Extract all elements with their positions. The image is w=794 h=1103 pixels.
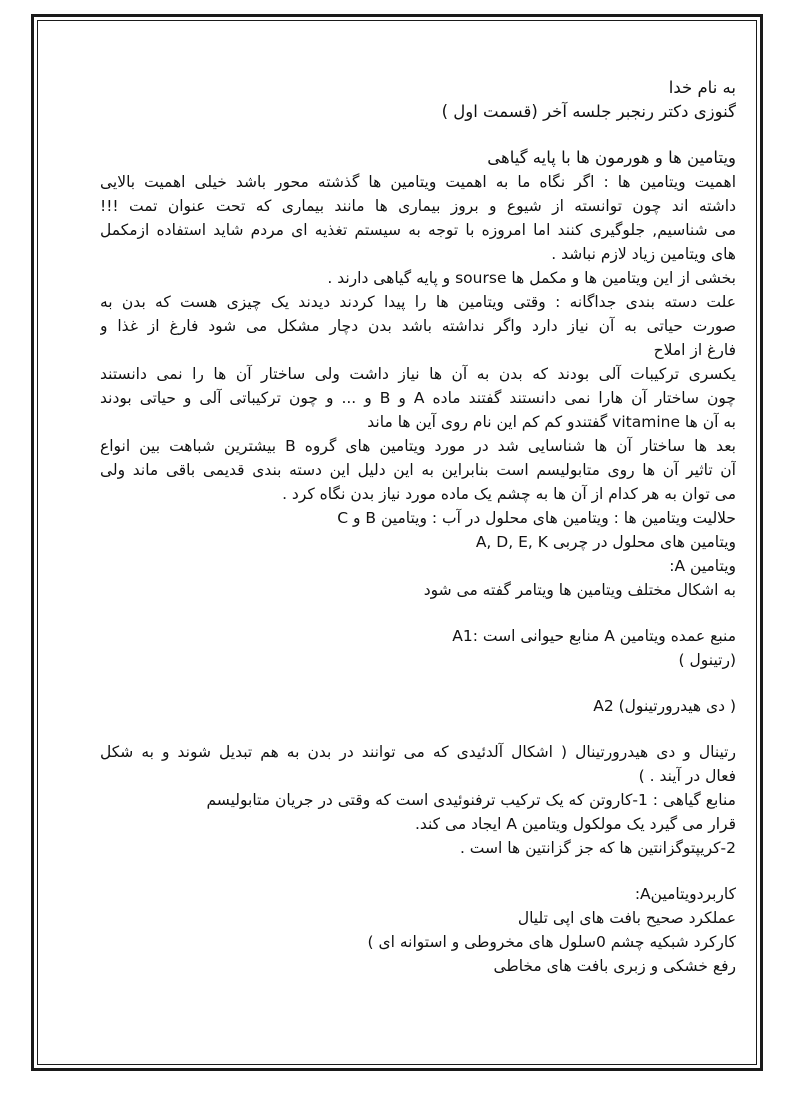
paragraph-line: ویتامین های محلول در چربی A, D, E, K [475, 533, 736, 551]
spacer [100, 718, 736, 740]
paragraph-line: فعال در آیند . ) [638, 767, 736, 785]
paragraph-line: منبع عمده ویتامین A منابع حیوانی است :A1 [452, 627, 736, 645]
paragraph-line: حلالیت ویتامین ها : ویتامین های محلول در آب : ویتامین B و C [337, 509, 736, 527]
paragraph-line: عملکرد صحیح بافت های اپی تلیال [517, 909, 736, 927]
paragraph-line: می توان به هر کدام از آن ها به چشم یک ماده مورد نیاز بدن نگاه کرد . [282, 485, 736, 503]
spacer [100, 860, 736, 882]
document-title: گنوزی دکتر رنجبر جلسه آخر (قسمت اول ) [441, 102, 736, 121]
paragraph-line: صورت حیاتی به آن نیاز دارد واگر نداشته باشد بدن دچار مشکل می شود فارغ از غذا و [100, 317, 736, 335]
spacer [100, 672, 736, 694]
subheading-vitamin-a: ویتامین A: [669, 557, 736, 575]
paragraph-line: رفع خشکی و زبری بافت های مخاطی [493, 957, 736, 975]
paragraph-line: اهمیت ویتامین ها : اگر نگاه ما به اهمیت ویتامین ها گذشته محور باشد خیلی اهمیت بالایی [100, 173, 736, 191]
paragraph-line: رتینال و دی هیدرورتینال ( اشکال آلدئیدی که می توانند در بدن به هم تبدیل شوند و به شکل [100, 743, 736, 761]
paragraph-line: قرار می گیرد یک مولکول ویتامین A ایجاد می کند. [414, 815, 736, 833]
paragraph-line: علت دسته بندی جداگانه : وقتی ویتامین ها را پیدا کردند دیدند یک چیزی هست که بدن به [100, 293, 736, 311]
paragraph-line: A2 (دی هیدرورتینول ) [593, 697, 736, 715]
paragraph-line: بعد ها ساختار آن ها شناسایی شد در مورد ویتامین های گروه B بیشترین شباهت بین انواع [100, 437, 736, 455]
paragraph-line: های ویتامین زیاد لازم نباشد . [551, 245, 736, 263]
section-title-vitamins-hormones: ویتامین ها و هورمون ها با پایه گیاهی [487, 148, 736, 167]
paragraph-line: آن تاثیر آن ها روی متابولیسم است بنابراین به این دلیل این دسته بندی قدیمی باقی ماند ولی [100, 461, 736, 479]
spacer [100, 124, 736, 146]
paragraph-line: چون ساختار آن هارا نمی دانستند گفتند ماده A و B و ... و چون ترکیباتی آلی و حیاتی بودند [100, 389, 736, 407]
heading-basmala: به نام خدا [668, 78, 736, 97]
subheading-vitamin-a-uses: کاربردویتامینA: [634, 885, 736, 903]
paragraph-line: 2-کریپتوگزانتین ها که جز گزانتین ها است . [459, 839, 736, 857]
paragraph-line: به اشکال مختلف ویتامین ها ویتامر گفته می شود [423, 581, 736, 599]
document-body [100, 76, 736, 978]
paragraph-line: کارکرد شبکیه چشم 0سلول های مخروطی و استوانه ای ) [367, 933, 736, 951]
paragraph-line: بخشی از این ویتامین ها و مکمل ها sourse و پایه گیاهی دارند . [327, 269, 736, 287]
paragraph-line: منابع گیاهی : 1-کاروتن که یک ترکیب ترفنوئیدی است که وقتی در جریان متابولیسم [206, 791, 736, 809]
paragraph-line: (رتینول ) [678, 651, 736, 669]
paragraph-line: یکسری ترکیبات آلی بودند که بدن به آن ها نیاز داشت ولی ساختار آن ها را نمی دانستند [100, 365, 736, 383]
paragraph-line: فارغ از املاح [653, 341, 736, 359]
paragraph-line: به آن ها vitamine گفتندو کم کم این نام روی آین ها ماند [367, 413, 736, 431]
spacer [100, 602, 736, 624]
paragraph-line: می شناسیم, جلوگیری کنند اما امروزه با توجه به سیستم تغذیه ای مردم شاید استفاده ازمکمل [100, 221, 736, 239]
paragraph-line: داشته اند چون توانسته از شیوع و بروز بیماری ها مانند بیماری که تحت عنوان تمت !!! [100, 197, 736, 215]
